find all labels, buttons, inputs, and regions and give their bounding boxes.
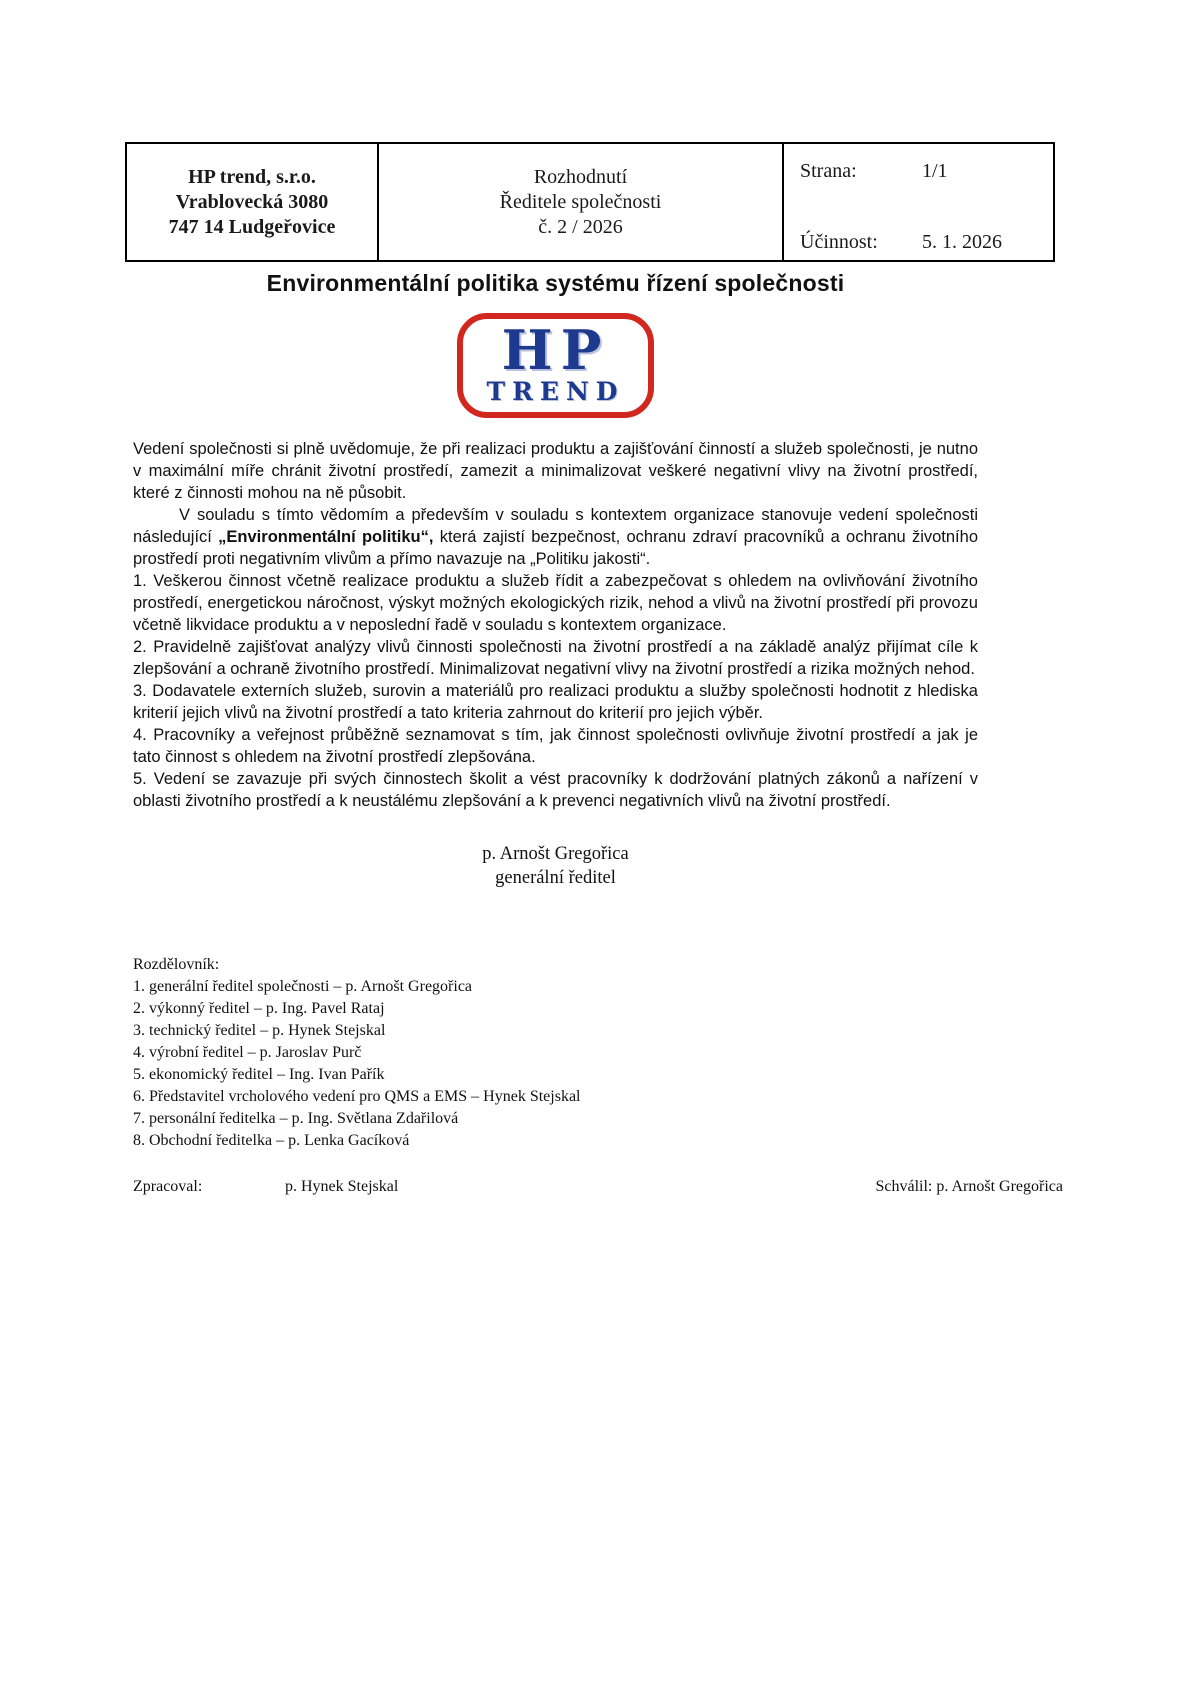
document-content bbox=[125, 262, 1063, 1196]
company-city: 747 14 Ludgeřovice bbox=[168, 215, 336, 238]
policy-body bbox=[133, 438, 978, 812]
header-table bbox=[125, 142, 1055, 262]
distribution-item: 8. Obchodní ředitelka – p. Lenka Gacíková bbox=[133, 1132, 410, 1149]
distribution-item: 2. výkonný ředitel – p. Ing. Pavel Rataj bbox=[133, 1000, 385, 1017]
effective-date-value: 5. 1. 2026 bbox=[922, 231, 1002, 253]
logo-wrap bbox=[133, 313, 978, 418]
signature-role: generální ředitel bbox=[495, 868, 616, 888]
signature-name: p. Arnošt Gregořica bbox=[482, 844, 629, 864]
page-label: Strana: bbox=[800, 160, 857, 182]
policy-item-1: 1. Veškerou činnost včetně realizace produktu a služeb řídit a zabezpečovat s ohledem na ovlivňování životního prostředí, energetickou náročnost, výskyt možných ekologických rizik, nehod a vlivů na životní prostředí při provozu včetně likvidace produktu a v neposlední řadě v souladu s kontextem organizace. bbox=[133, 572, 978, 634]
intro-paragraph-2-after: která zajistí bezpečnost, ochranu zdraví pracovníků a ochranu životního prostředí proti negativním vlivům a přímo navazuje na „Politiku jakosti“. bbox=[133, 528, 978, 568]
logo-hp-text: HP bbox=[501, 318, 610, 382]
company-address-cell bbox=[127, 144, 379, 260]
signature-block bbox=[133, 842, 978, 890]
distribution-item: 5. ekonomický ředitel – Ing. Ivan Pařík bbox=[133, 1066, 385, 1083]
prepared-by-value: p. Hynek Stejskal bbox=[285, 1178, 399, 1195]
distribution-item: 3. technický ředitel – p. Hynek Stejskal bbox=[133, 1022, 386, 1039]
doc-issuer: Ředitele společnosti bbox=[499, 190, 662, 213]
company-street: Vrablovecká 3080 bbox=[175, 190, 329, 213]
company-name: HP trend, s.r.o. bbox=[188, 165, 316, 188]
effective-date-row bbox=[800, 231, 1043, 254]
intro-paragraph-2 bbox=[133, 504, 978, 570]
document-type-cell bbox=[379, 144, 784, 260]
policy-item-3: 3. Dodavatele externích služeb, surovin a materiálů pro realizaci produktu a služby společnosti hodnotit z hlediska kriterií jejich vlivů na životní prostředí a tato kriteria zahrnout do kriterií pro jejich výběr. bbox=[133, 682, 978, 722]
intro-paragraph-2-before: V souladu s tímto vědomím a především v souladu s kontextem organizace stanovuje vedení společnosti následující bbox=[133, 506, 978, 546]
intro-paragraph-2-bold: „Environmentální politiku“, bbox=[218, 528, 434, 546]
policy-item-5: 5. Vedení se zavazuje při svých činnostech školit a vést pracovníky k dodržování platných zákonů a nařízení v oblasti životního prostředí a k neustálému zlepšování a k prevenci negativních vlivů na životní prostředí. bbox=[133, 770, 978, 810]
distribution-item: 1. generální ředitel společnosti – p. Arnošt Gregořica bbox=[133, 978, 473, 995]
distribution-heading: Rozdělovník: bbox=[133, 956, 220, 973]
logo-trend-text: TREND bbox=[486, 377, 625, 406]
approved-by: Schválil: p. Arnošt Gregořica bbox=[875, 1178, 1063, 1195]
hp-trend-logo bbox=[457, 313, 655, 418]
intro-paragraph-1: Vedení společnosti si plně uvědomuje, že při realizaci produktu a zajišťování činností a služeb společnosti, je nutno v maximální míře chránit životní prostředí, zamezit a minimalizovat veškeré negativní vlivy na životní prostředí, které z činnosti mohou na ně působit. bbox=[133, 440, 978, 502]
doc-number: č. 2 / 2026 bbox=[538, 215, 623, 238]
distribution-list bbox=[133, 954, 978, 1152]
page-title: Environmentální politika systému řízení společnosti bbox=[266, 270, 845, 296]
footer-row bbox=[133, 1178, 1063, 1196]
document-meta-cell bbox=[784, 144, 1053, 260]
page-value: 1/1 bbox=[922, 160, 948, 182]
distribution-item: 7. personální ředitelka – p. Ing. Světlana Zdařilová bbox=[133, 1110, 459, 1127]
doc-type: Rozhodnutí bbox=[533, 165, 628, 188]
policy-item-2: 2. Pravidelně zajišťovat analýzy vlivů činnosti společnosti na životní prostředí a na základě analýz přijímat cíle k zlepšování a ochraně životního prostředí. Minimalizovat negativní vlivy na životní prostředí a rizika možných nehod. bbox=[133, 638, 978, 678]
effective-date-label: Účinnost: bbox=[800, 231, 878, 253]
page-row bbox=[800, 160, 1043, 183]
policy-item-4: 4. Pracovníky a veřejnost průběžně seznamovat s tím, jak činnost společnosti ovlivňuje životní prostředí a jak je tato činnost s ohledem na životní prostředí zlepšována. bbox=[133, 726, 978, 766]
distribution-item: 6. Představitel vrcholového vedení pro QMS a EMS – Hynek Stejskal bbox=[133, 1088, 581, 1105]
distribution-item: 4. výrobní ředitel – p. Jaroslav Purč bbox=[133, 1044, 362, 1061]
prepared-by-label: Zpracoval: bbox=[133, 1178, 203, 1195]
